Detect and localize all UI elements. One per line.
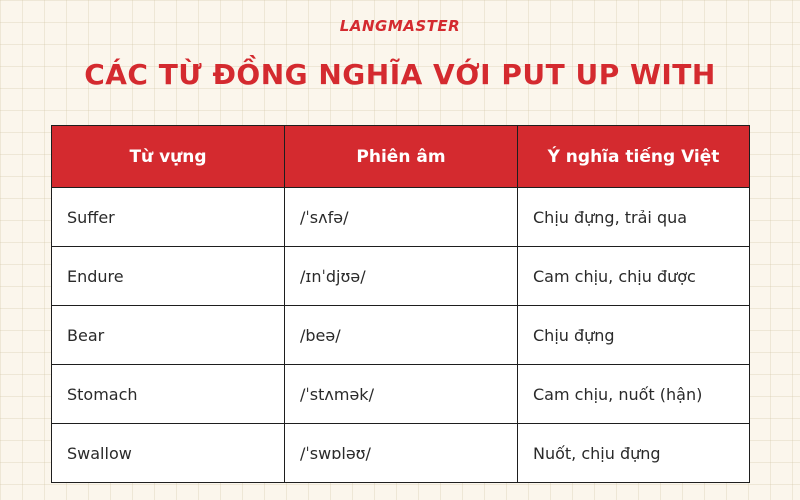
phonetic-cell: /ˈstʌmək/: [285, 365, 518, 424]
phonetic-cell: /beə/: [285, 306, 518, 365]
langmaster-logo: LANGMASTER: [339, 17, 461, 35]
header-pronunciation: Phiên âm: [285, 126, 518, 188]
table-row: [52, 247, 750, 306]
word-cell: Bear: [52, 306, 285, 365]
page-title: CÁC TỪ ĐỒNG NGHĨA VỚI PUT UP WITH: [84, 58, 716, 91]
table-header-row: [52, 126, 750, 188]
table-row: [52, 306, 750, 365]
word-cell: Stomach: [52, 365, 285, 424]
word-cell: Suffer: [52, 188, 285, 247]
table-row: [52, 365, 750, 424]
meaning-cell: Cam chịu, chịu được: [518, 247, 750, 306]
phonetic-cell: /ɪnˈdjʊə/: [285, 247, 518, 306]
meaning-cell: Chịu đựng: [518, 306, 750, 365]
header-meaning: Ý nghĩa tiếng Việt: [518, 126, 750, 188]
meaning-cell: Chịu đựng, trải qua: [518, 188, 750, 247]
meaning-cell: Cam chịu, nuốt (hận): [518, 365, 750, 424]
synonyms-table: [51, 125, 750, 483]
header-vocabulary: Từ vựng: [52, 126, 285, 188]
phonetic-cell: /ˈswɒləʊ/: [285, 424, 518, 483]
table-row: [52, 424, 750, 483]
meaning-cell: Nuốt, chịu đựng: [518, 424, 750, 483]
word-cell: Swallow: [52, 424, 285, 483]
word-cell: Endure: [52, 247, 285, 306]
phonetic-cell: /ˈsʌfə/: [285, 188, 518, 247]
table-row: [52, 188, 750, 247]
